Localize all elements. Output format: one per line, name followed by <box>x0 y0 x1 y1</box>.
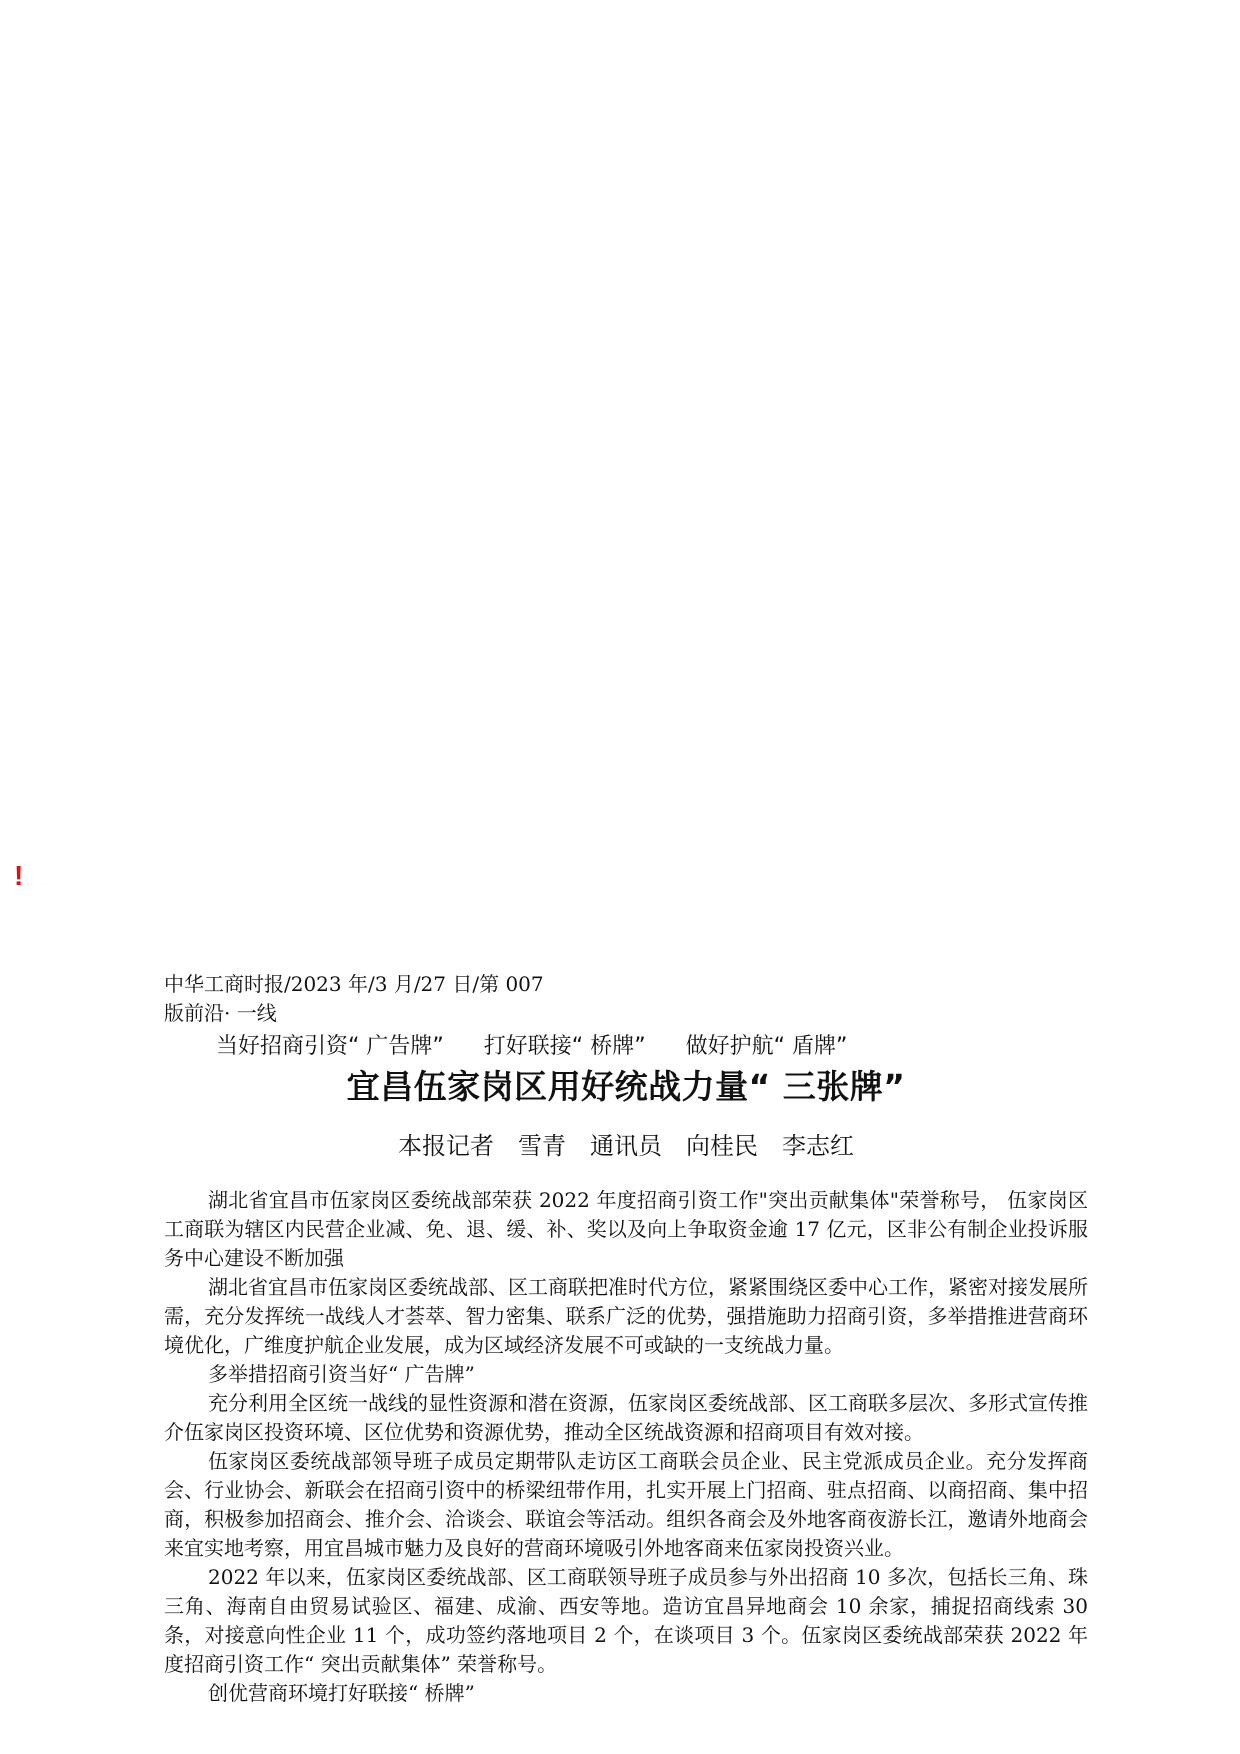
section-heading-investment: 多举措招商引资当好“ 广告牌” <box>208 1362 475 1386</box>
paragraph-leadership-visits: 伍家岗区委统战部领导班子成员定期带队走访区工商联会员企业、民主党派成员企业。充分发挥商会、行业协会、新联会在招商引资中的桥梁纽带作用，扎实开展上门招商、驻点招商、以商招商、集中招商，积极参加招商会、推介会、洽谈会、联谊会等活动。组织各商会及外地客商夜游长江，邀请外地商会来宜实地考察，用宜昌城市魅力及良好的营商环境吸引外地客商来伍家岗投资兴业。 <box>164 1449 1088 1560</box>
article <box>164 970 1088 1708</box>
article-title: 宜昌伍家岗区用好统战力量“ 三张牌” <box>346 1067 906 1106</box>
byline-name-correspondent-1: 向桂民 <box>686 1132 758 1160</box>
subtitle-part-bridge: 打好联接“ 桥牌” <box>483 1034 646 1059</box>
paragraph-summary: 湖北省宜昌市伍家岗区委统战部荣获 2022 年度招商引资工作"突出贡献集体"荣誉称号， 伍家岗区工商联为辖区内民营企业减、免、退、缓、补、奖以及向上争取资金逾 17 亿元，区非公有制企业投诉服务中心建设不断加强 <box>164 1188 1088 1270</box>
subtitle-part-shield: 做好护航“ 盾牌” <box>685 1034 848 1059</box>
article-subtitle <box>216 1030 1088 1064</box>
byline-role-reporter: 本报记者 <box>398 1132 494 1160</box>
byline-name-reporter: 雪青 <box>518 1132 566 1160</box>
paragraph-resources: 充分利用全区统一战线的显性资源和潜在资源，伍家岗区委统战部、区工商联多层次、多形式宣传推介伍家岗区投资环境、区位优势和资源优势，推动全区统战资源和招商项目有效对接。 <box>164 1391 1088 1444</box>
byline-role-correspondent: 通讯员 <box>590 1132 662 1160</box>
byline-name-correspondent-2: 李志红 <box>782 1132 854 1160</box>
subtitle-part-ad-board: 当好招商引资“ 广告牌” <box>216 1034 444 1059</box>
paragraph-intro: 湖北省宜昌市伍家岗区委统战部、区工商联把准时代方位，紧紧围绕区委中心工作，紧密对接发展所需，充分发挥统一战线人才荟萃、智力密集、联系广泛的优势，强措施助力招商引资，多举措推进营商环境优化，广维度护航企业发展，成为区域经济发展不可或缺的一支统战力量。 <box>164 1275 1088 1357</box>
section-line: 版前沿· 一线 <box>164 1001 277 1025</box>
paragraph-2022-results: 2022 年以来，伍家岗区委统战部、区工商联领导班子成员参与外出招商 10 多次，包括长三角、珠三角、海南自由贸易试验区、福建、成渝、西安等地。造访宜昌异地商会 10 余家，捕捉招商线索 30 条，对接意向性企业 11 个，成功签约落地项目 2 个，在谈项目 3 个。伍家岗区委统战部荣获 2022 年度招商引资工作“ 突出贡献集体” 荣誉称号。 <box>164 1565 1088 1676</box>
section-heading-business-environment: 创优营商环境打好联接“ 桥牌” <box>208 1681 475 1705</box>
source-line: 中华工商时报/2023 年/3 月/27 日/第 007 <box>164 972 544 996</box>
red-exclamation-mark: ! <box>14 860 24 891</box>
byline <box>164 1128 1088 1164</box>
